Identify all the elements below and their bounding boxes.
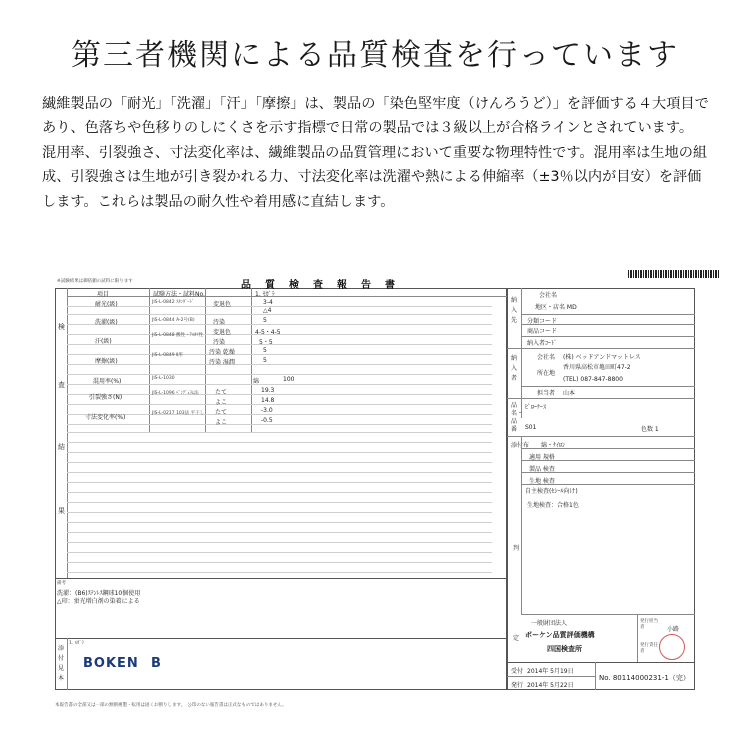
row-method-dimension: JIS-L-0217 103法 平干し (152, 411, 205, 416)
issued-date: 2014年 5月22日 (527, 682, 574, 689)
row-method-tear: JIS-L-1096 ﾍﾟﾝﾃﾞｭﾗﾑ法 (152, 391, 199, 396)
row-value-lightfastness-2: △4 (263, 307, 272, 314)
paragraph-colorfastness: 繊維製品の「耐光」「洗濯」「汗」「摩擦」は、製品の「染色堅牢度（けんろうど）」を評価する４大項目であり、色落ちや色移りのしにくさを示す指標で日常の製品では３級以上が合格ラインとされています。 (42, 96, 709, 137)
row-item-rubbing: 摩擦(級) (95, 358, 118, 365)
inspection-report (55, 274, 697, 714)
row-method-sweat: JIS-L-0848 酸性・ｱﾙｶﾘ性 (152, 333, 204, 338)
report-left-frame (55, 288, 507, 690)
issuer-name: 小路 (667, 626, 680, 633)
address-label: 所在地 (537, 370, 556, 377)
product-name: ﾋﾟﾛｰｹｰｽ (525, 404, 547, 411)
person: 山本 (563, 390, 576, 397)
row-method-rubbing: JIS-L-0849 Ⅱ形 (152, 353, 183, 358)
remarks-line-2: △印：蛍光増白剤の染着による (57, 598, 140, 605)
person-label: 担当者 (537, 390, 556, 397)
page-headline: 第三者機関による品質検査を行っています (71, 38, 679, 73)
report-number: No. 80114000231-1（完） (599, 674, 690, 682)
address: 香川県高松市亀田町47-2 (563, 364, 631, 371)
row-sub-tear-1: たて (215, 389, 228, 396)
label-sa: 査 (58, 381, 65, 389)
row-value-blend: 100 (283, 376, 295, 383)
org-line-2: ボーケン品質評価機構 (525, 631, 595, 639)
row-item-lightfastness: 耐光(級) (95, 301, 118, 308)
issuer-label-1: 発行担当者 (640, 619, 658, 630)
color-count: 色数 1 (641, 426, 659, 433)
company-label: 会社名 (539, 292, 558, 299)
supplier-company-label: 会社名 (537, 354, 556, 361)
row-sub-blend: 綿 (253, 378, 260, 385)
inspection-row-1: 適用 規格 (529, 454, 555, 461)
issued-label: 発行 (511, 682, 524, 689)
row-sub-rubbing-1: 汚染 乾燥 (209, 349, 235, 356)
report-note-top: ※試験結果は御依頼の試料に限ります (57, 279, 133, 284)
row-value-rubbing-1: 5 (263, 347, 267, 354)
paragraph-physical-properties: 混用率、引裂強さ、寸法変化率は、繊維製品の品質管理において重要な物理特性です。混用率は生地の組成、引裂強さは生地が引き裂かれる力、寸法変化率は洗濯や熱による伸縮率（±3％以内が目安）を評価します。これらは製品の耐久性や着用感に直結します。 (42, 144, 708, 210)
row-method-washing: JIS-L-0844 A-2号(B) (152, 318, 195, 323)
description-text (42, 92, 714, 214)
row-sub-washing: 汚染 (213, 319, 226, 326)
sample-index: 1. ﾓｶﾞﾗ (69, 641, 84, 646)
fabric-result: 生地検査：合格1色 (527, 502, 579, 509)
self-inspection: 自主検査(ｾｼｰﾙ向け) (525, 488, 578, 495)
row-value-dimension-1: -3.0 (261, 407, 273, 414)
row-sub-tear-2: よこ (215, 399, 228, 406)
row-sub-rubbing-2: 汚染 湿潤 (209, 359, 235, 366)
col-header-item: 項目 (97, 291, 110, 298)
product-no: S01 (525, 424, 537, 431)
label-ketsu: 結 (58, 443, 65, 451)
attached-label: 添付布 (511, 442, 530, 449)
boken-logo: BOKEN (83, 656, 139, 671)
row-value-sweat-1: 4-5・4-5 (255, 329, 281, 336)
tel: (TEL) 087-847-8800 (563, 376, 623, 383)
row-sub-dimension-2: よこ (215, 419, 228, 426)
supplier-company: (株) ベッドアンドマットレス (563, 354, 641, 361)
report-footer: 本報告書の全部又は一部の無断複製・転用は固くお断りします。 公印のない報告書は正式なものではありません。 (55, 703, 287, 708)
row-item-blend: 混用率(%) (93, 378, 122, 385)
boken-logo-2: B (151, 656, 162, 671)
row-value-tear-1: 19.3 (261, 387, 275, 394)
supplier-label: 納入者 (511, 355, 518, 382)
delivery-label: 納入先 (511, 297, 518, 324)
row-sub-sweat-2: 汚染 (213, 339, 226, 346)
label-ka: 果 (58, 507, 65, 515)
org-line-3: 四国検査所 (547, 645, 582, 653)
area-label: 地区・店名 MD (535, 304, 577, 311)
judgement-label: 判定 (513, 545, 520, 642)
inspection-row-3: 生地 検査 (529, 478, 555, 485)
col-header-method: 試験方法・試料No. (153, 291, 205, 298)
row-item-sweat: 汗(級) (95, 338, 112, 345)
row-sub-dimension-1: たて (215, 409, 228, 416)
category-code-label: 分類コード (527, 318, 558, 325)
received-label: 受付 (511, 668, 524, 675)
row-method-lightfastness: JIS-L-0842 ｽﾀﾝﾀﾞｰﾄﾞ (152, 300, 195, 305)
delivery-code-label: 納入者ｺｰﾄﾞ (527, 340, 558, 347)
org-line-1: 一般財団法人 (531, 620, 568, 627)
seal-stamp-icon (659, 634, 685, 660)
row-sub-lightfastness: 変退色 (213, 301, 232, 308)
row-sub-sweat-1: 変退色 (213, 329, 232, 336)
row-value-washing: 5 (263, 317, 267, 324)
row-item-washing: 洗濯(級) (95, 319, 118, 326)
product-label: 品名・品番 (511, 402, 524, 433)
issuer-label-2: 発行責任者 (640, 643, 658, 654)
row-value-sweat-2: 5・5 (259, 339, 273, 346)
label-ken: 検 (58, 323, 65, 331)
remarks-line-1: 洗濯：(B6)ｽﾃﾝﾚｽ鋼球10個使用 (57, 590, 141, 597)
sample-label: 添付見本 (58, 645, 65, 682)
row-value-tear-2: 14.8 (261, 397, 275, 404)
row-value-dimension-2: -0.5 (261, 417, 273, 424)
col-header-result: 1. ﾓｶﾞﾗ (255, 291, 275, 298)
row-method-blend: JIS-L-1030 (152, 376, 175, 381)
inspection-row-2: 製品 検査 (529, 466, 555, 473)
row-value-lightfastness: 3-4 (263, 299, 273, 306)
attached-fabric: 綿・ﾅｲﾛﾝ (541, 442, 566, 449)
row-value-rubbing-2: 5 (263, 357, 267, 364)
product-code-label: 商品コード (527, 328, 558, 335)
report-title: 品質検査報告書 (241, 280, 409, 291)
row-item-tear: 引裂強さ(N) (89, 394, 123, 401)
received-date: 2014年 5月19日 (527, 668, 574, 675)
row-item-dimension: 寸法変化率(%) (85, 414, 126, 421)
remarks-label: 備考 (57, 581, 66, 586)
